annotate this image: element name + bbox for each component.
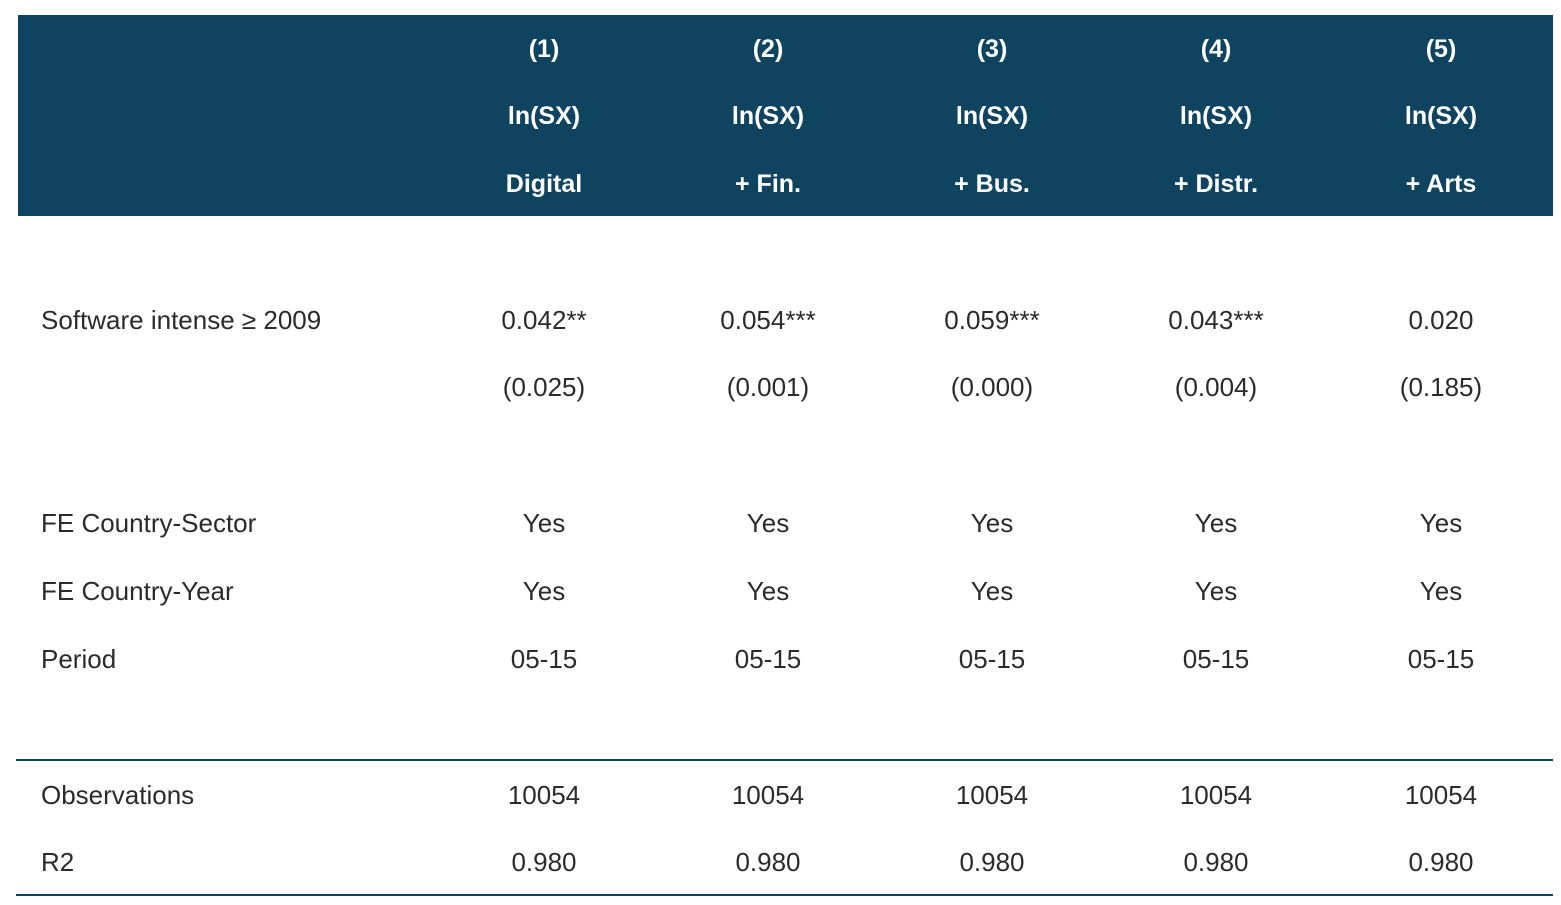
table-cell: 0.043*** [1168, 305, 1264, 335]
col-5-spec: + Arts [1405, 170, 1477, 198]
table-cell: (0.004) [1174, 372, 1258, 402]
table-cell: Yes [1194, 576, 1238, 606]
table-cell: Yes [522, 576, 566, 606]
table-cell: 0.054*** [720, 305, 816, 335]
table-row-period [0, 625, 1561, 693]
table-header [18, 15, 1553, 216]
table-cell: (0.025) [502, 372, 586, 402]
table-cell: 10054 [507, 780, 581, 810]
row-label: FE Country-Year [41, 576, 234, 606]
table-cell: 0.042** [501, 305, 587, 335]
table-cell: 0.020 [1408, 305, 1474, 335]
table-cell: 05-15 [958, 644, 1026, 674]
table-cell: Yes [746, 508, 790, 538]
table-row-pvalue [0, 353, 1561, 421]
col-2-dependent: ln(SX) [731, 102, 805, 130]
table-cell: Yes [970, 576, 1014, 606]
table-cell: 0.059*** [944, 305, 1040, 335]
col-4-spec: + Distr. [1173, 170, 1259, 198]
table-cell: 0.980 [735, 847, 801, 877]
table-cell: 05-15 [510, 644, 578, 674]
table-cell: Yes [522, 508, 566, 538]
col-5-dependent: ln(SX) [1404, 102, 1478, 130]
table-cell: 05-15 [1182, 644, 1250, 674]
col-5-number: (5) [1425, 35, 1457, 63]
col-4-dependent: ln(SX) [1179, 102, 1253, 130]
table-row-r2 [0, 828, 1561, 896]
table-cell: (0.185) [1399, 372, 1483, 402]
row-label: Observations [41, 780, 195, 810]
table-cell: Yes [746, 576, 790, 606]
table-cell: 10054 [1179, 780, 1253, 810]
table-row-fe-country-year [0, 557, 1561, 625]
col-4-number: (4) [1200, 35, 1232, 63]
table-row-fe-country-sector [0, 489, 1561, 557]
table-cell: 10054 [955, 780, 1029, 810]
col-3-spec: + Bus. [954, 170, 1030, 198]
table-cell: 0.980 [959, 847, 1025, 877]
col-2-spec: + Fin. [735, 170, 801, 198]
table-cell: 0.980 [1408, 847, 1474, 877]
table-cell: Yes [1419, 508, 1463, 538]
col-3-dependent: ln(SX) [955, 102, 1029, 130]
table-cell: (0.000) [950, 372, 1034, 402]
table-cell: Yes [1419, 576, 1463, 606]
row-label: Software intense ≥ 2009 [41, 305, 322, 335]
table-cell: 0.980 [511, 847, 577, 877]
table-cell: 05-15 [1407, 644, 1475, 674]
table-cell: 0.980 [1183, 847, 1249, 877]
row-label: Period [41, 644, 117, 674]
col-3-number: (3) [976, 35, 1008, 63]
bottom-rule [16, 894, 1553, 896]
table-cell: 10054 [731, 780, 805, 810]
row-label: R2 [41, 847, 75, 877]
table-cell: 05-15 [734, 644, 802, 674]
table-row-coefficient [0, 286, 1561, 354]
col-1-dependent: ln(SX) [507, 102, 581, 130]
row-label: FE Country-Sector [41, 508, 257, 538]
col-2-number: (2) [752, 35, 784, 63]
table-row-observations [0, 761, 1561, 829]
table-cell: 10054 [1404, 780, 1478, 810]
col-1-spec: Digital [505, 170, 583, 198]
table-cell: Yes [1194, 508, 1238, 538]
table-cell: (0.001) [726, 372, 810, 402]
col-1-number: (1) [528, 35, 560, 63]
table-cell: Yes [970, 508, 1014, 538]
